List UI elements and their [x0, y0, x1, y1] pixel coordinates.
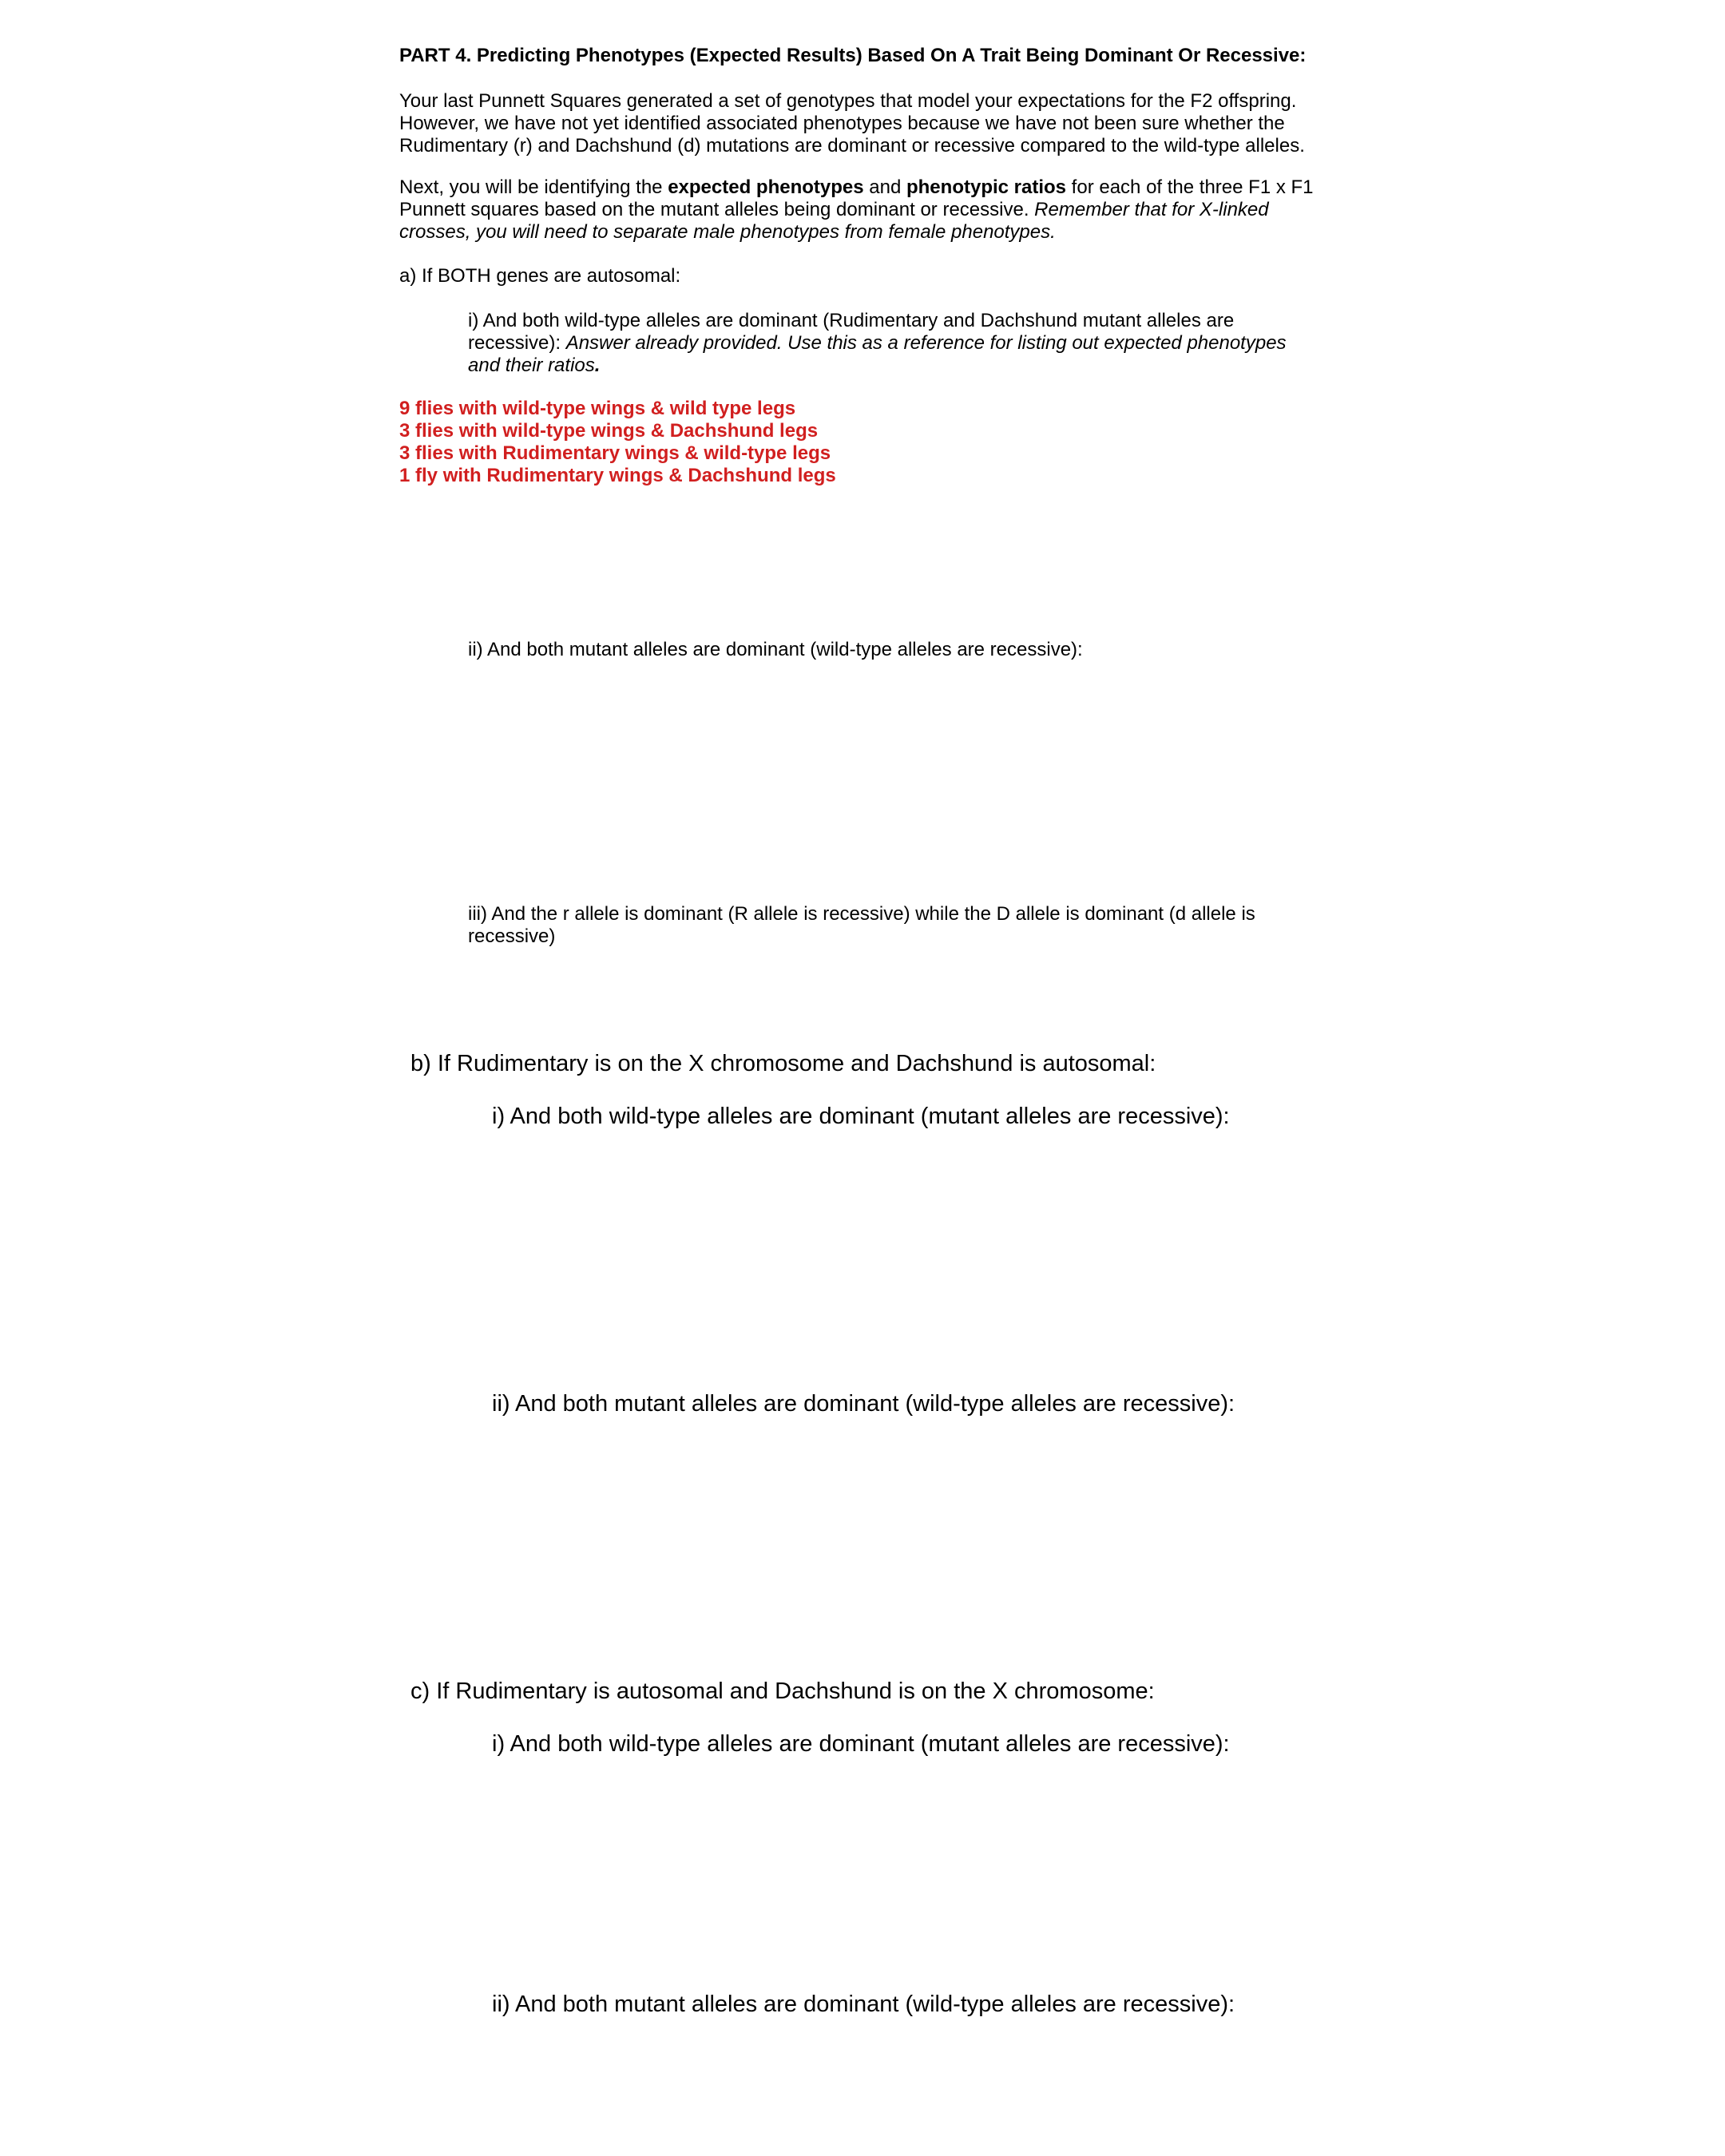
section-b-i-prompt: i) And both wild-type alleles are dominant (mutant alleles are recessive): — [492, 1104, 1230, 1129]
section-a-ii-prompt: ii) And both mutant alleles are dominant (wild-type alleles are recessive): — [468, 639, 1083, 660]
section-b-ii-prompt: ii) And both mutant alleles are dominant (wild-type alleles are recessive): — [492, 1391, 1235, 1417]
prompt-text: recessive): — [468, 332, 566, 354]
instructions-text: for each of the three F1 x F1 — [1066, 176, 1314, 198]
reference-note: Answer already provided. Use this as a reference for listing out expected phenotypes — [565, 332, 1287, 354]
reference-note-end: . — [594, 355, 601, 376]
instructions-text: Next, you will be identifying the — [399, 176, 668, 198]
intro-paragraph — [399, 90, 1305, 157]
section-a-heading: a) If BOTH genes are autosomal: — [399, 265, 681, 287]
section-b-heading: b) If Rudimentary is on the X chromosome and Dachshund is autosomal: — [410, 1051, 1156, 1076]
reference-note: and their ratios — [468, 355, 595, 376]
section-a-i-answer — [399, 398, 836, 487]
instructions-line — [399, 199, 1314, 221]
intro-line: Your last Punnett Squares generated a set of genotypes that model your expectations for the F2 offspring. — [399, 90, 1297, 112]
prompt-line — [468, 355, 1287, 377]
answer-line: 3 flies with Rudimentary wings & wild-type legs — [399, 442, 831, 464]
answer-line: 1 fly with Rudimentary wings & Dachshund legs — [399, 465, 836, 486]
prompt-line: i) And both wild-type alleles are dominant (Rudimentary and Dachshund mutant alleles are — [468, 310, 1235, 331]
section-a-i-prompt — [468, 310, 1287, 377]
section-c-ii-prompt: ii) And both mutant alleles are dominant (wild-type alleles are recessive): — [492, 1992, 1235, 2017]
answer-line: 9 flies with wild-type wings & wild type legs — [399, 398, 796, 419]
expected-phenotypes-emphasis: expected phenotypes — [668, 176, 864, 198]
answer-line: 3 flies with wild-type wings & Dachshund legs — [399, 420, 819, 442]
x-linked-note: Remember that for X-linked — [1034, 199, 1269, 220]
prompt-line: recessive) — [468, 925, 556, 947]
instructions-paragraph — [399, 176, 1314, 244]
prompt-line — [468, 332, 1287, 355]
instructions-text: Punnett squares based on the mutant alleles being dominant or recessive. — [399, 199, 1035, 220]
section-c-i-prompt: i) And both wild-type alleles are dominant (mutant alleles are recessive): — [492, 1731, 1230, 1757]
prompt-line: iii) And the r allele is dominant (R allele is recessive) while the D allele is dominant (d allele is — [468, 903, 1255, 925]
instructions-text: and — [863, 176, 906, 198]
page-title: PART 4. Predicting Phenotypes (Expected Results) Based On A Trait Being Dominant Or Recessive: — [399, 45, 1307, 66]
section-a-iii-prompt — [468, 903, 1255, 948]
x-linked-note: crosses, you will need to separate male phenotypes from female phenotypes. — [399, 221, 1056, 243]
section-c-heading: c) If Rudimentary is autosomal and Dachshund is on the X chromosome: — [410, 1678, 1155, 1704]
intro-line: However, we have not yet identified associated phenotypes because we have not been sure whether the — [399, 113, 1285, 134]
intro-line: Rudimentary (r) and Dachshund (d) mutations are dominant or recessive compared to the wild-type alleles. — [399, 135, 1305, 157]
instructions-line — [399, 176, 1314, 199]
phenotypic-ratios-emphasis: phenotypic ratios — [906, 176, 1067, 198]
